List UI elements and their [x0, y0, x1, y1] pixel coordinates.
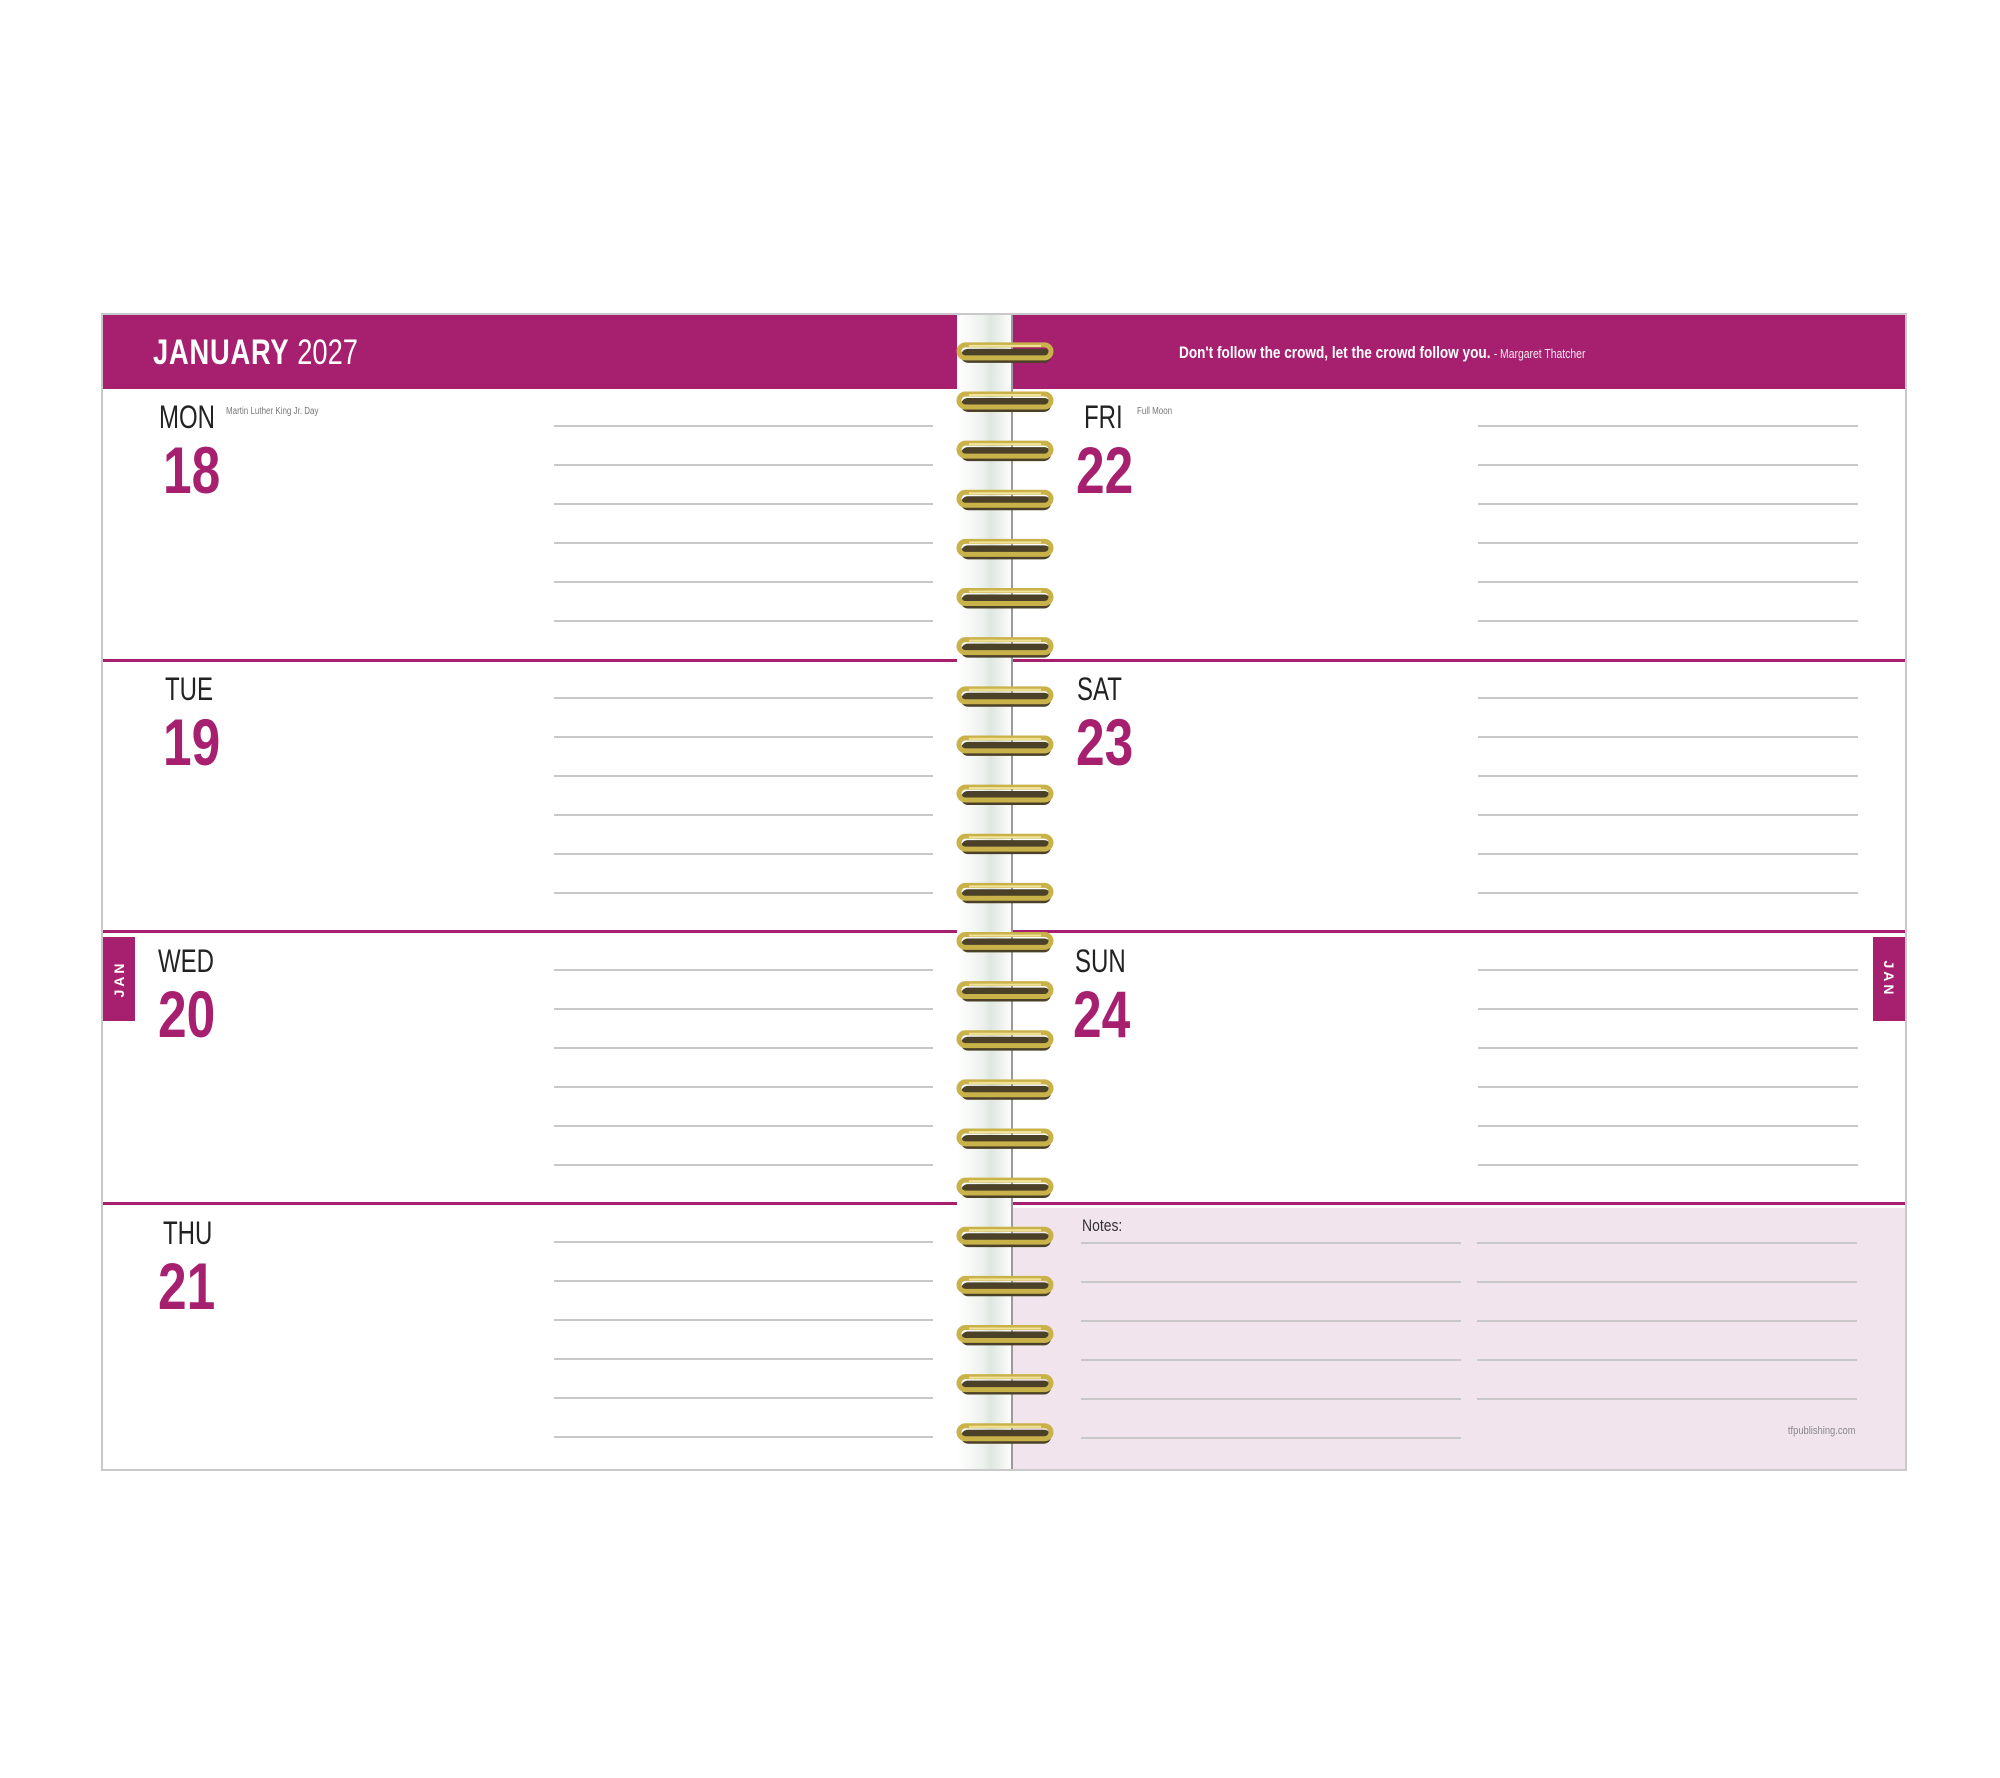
header-bar-right [1013, 315, 1905, 389]
line [1478, 542, 1858, 544]
day-name: MON [159, 399, 215, 435]
line [1081, 1242, 1461, 1244]
line [1477, 1320, 1857, 1322]
quote-author: - Margaret Thatcher [1493, 346, 1586, 361]
spiral-binding [953, 315, 1063, 1469]
planner-spread [101, 313, 1907, 1471]
day-name: WED [158, 943, 214, 979]
day-number: 18 [163, 433, 221, 507]
day-sun[interactable] [1013, 933, 1905, 1203]
day-number: 20 [158, 977, 216, 1051]
coil-ring [959, 787, 1051, 805]
line [554, 814, 933, 816]
day-thu[interactable] [103, 1205, 957, 1471]
day-sat[interactable] [1013, 661, 1905, 931]
coil-ring [959, 1229, 1051, 1247]
line [1478, 1125, 1858, 1127]
coil-ring [959, 836, 1051, 854]
line [1478, 892, 1858, 894]
line [554, 1047, 933, 1049]
line [554, 1397, 933, 1399]
line [554, 1280, 933, 1282]
line [554, 736, 933, 738]
line [1081, 1437, 1461, 1439]
line [1478, 697, 1858, 699]
coil-ring [959, 984, 1051, 1002]
month-tab-label: JAN [1881, 960, 1897, 998]
coil-ring [959, 738, 1051, 756]
line [554, 1241, 933, 1243]
line [1478, 853, 1858, 855]
day-note: Full Moon [1137, 406, 1173, 417]
coil-ring [959, 394, 1051, 412]
month-tab-label: JAN [111, 960, 127, 998]
line [554, 853, 933, 855]
line [554, 1436, 933, 1438]
coil-ring [959, 1377, 1051, 1395]
line [554, 1358, 933, 1360]
line [1477, 1398, 1857, 1400]
line [554, 1125, 933, 1127]
day-name: FRI [1084, 399, 1123, 435]
day-wed[interactable] [103, 933, 957, 1203]
coil-ring [959, 541, 1051, 559]
month-tab-right[interactable] [1873, 937, 1905, 1021]
month-tab-left[interactable] [103, 937, 135, 1021]
line [1478, 736, 1858, 738]
line [1478, 503, 1858, 505]
day-number: 21 [158, 1249, 216, 1323]
line [554, 892, 933, 894]
quote-text: Don't follow the crowd, let the crowd follow you. [1179, 343, 1491, 362]
day-name: SUN [1075, 943, 1126, 979]
coil-ring [959, 1131, 1051, 1149]
notes-box[interactable] [1012, 1208, 1905, 1469]
line [1478, 425, 1858, 427]
coil-ring [959, 345, 1051, 363]
line [1081, 1398, 1461, 1400]
line [1477, 1281, 1857, 1283]
coil-ring [959, 1033, 1051, 1051]
coil-ring [959, 1180, 1051, 1198]
day-tue[interactable] [103, 661, 957, 931]
line [554, 620, 933, 622]
line [1478, 775, 1858, 777]
line [1478, 969, 1858, 971]
line [1478, 1164, 1858, 1166]
coil-ring [959, 689, 1051, 707]
day-number: 19 [163, 705, 221, 779]
line [1477, 1242, 1857, 1244]
line [554, 542, 933, 544]
coil-ring [959, 492, 1051, 510]
line [1081, 1281, 1461, 1283]
day-fri[interactable] [1013, 389, 1905, 659]
coil-ring [959, 934, 1051, 952]
day-name: TUE [165, 671, 213, 707]
line [1478, 1086, 1858, 1088]
line [554, 775, 933, 777]
day-number: 23 [1076, 705, 1134, 779]
coil-ring [959, 640, 1051, 658]
line [554, 1319, 933, 1321]
line [1478, 814, 1858, 816]
line [1478, 1047, 1858, 1049]
coil-ring [959, 443, 1051, 461]
header-bar-left [103, 315, 958, 389]
coil-ring [959, 591, 1051, 609]
line [1478, 620, 1858, 622]
day-note: Martin Luther King Jr. Day [226, 406, 319, 417]
line [554, 697, 933, 699]
line [554, 425, 933, 427]
month-title [153, 333, 358, 373]
day-name: SAT [1077, 671, 1122, 707]
year: 2027 [297, 333, 358, 372]
line [554, 1008, 933, 1010]
day-number: 22 [1076, 433, 1134, 507]
line [554, 1086, 933, 1088]
line [1081, 1359, 1461, 1361]
line [1478, 464, 1858, 466]
coil-ring [959, 1426, 1051, 1444]
line [554, 464, 933, 466]
notes-label: Notes: [1082, 1216, 1123, 1235]
quote [1179, 343, 1585, 363]
line [554, 969, 933, 971]
coil-ring [959, 1082, 1051, 1100]
day-number: 24 [1073, 977, 1131, 1051]
line [1081, 1320, 1461, 1322]
line [1477, 1359, 1857, 1361]
month-name: JANUARY [153, 333, 290, 372]
line [554, 503, 933, 505]
footer-url: tfpublishing.com [1787, 1425, 1855, 1437]
line [1478, 581, 1858, 583]
line [1478, 1008, 1858, 1010]
coil-ring [959, 1327, 1051, 1345]
line [554, 1164, 933, 1166]
coil-ring [959, 885, 1051, 903]
day-mon[interactable] [103, 389, 957, 659]
day-divider [1013, 1202, 1905, 1205]
day-name: THU [163, 1215, 213, 1251]
line [554, 581, 933, 583]
coil-ring [959, 1278, 1051, 1296]
